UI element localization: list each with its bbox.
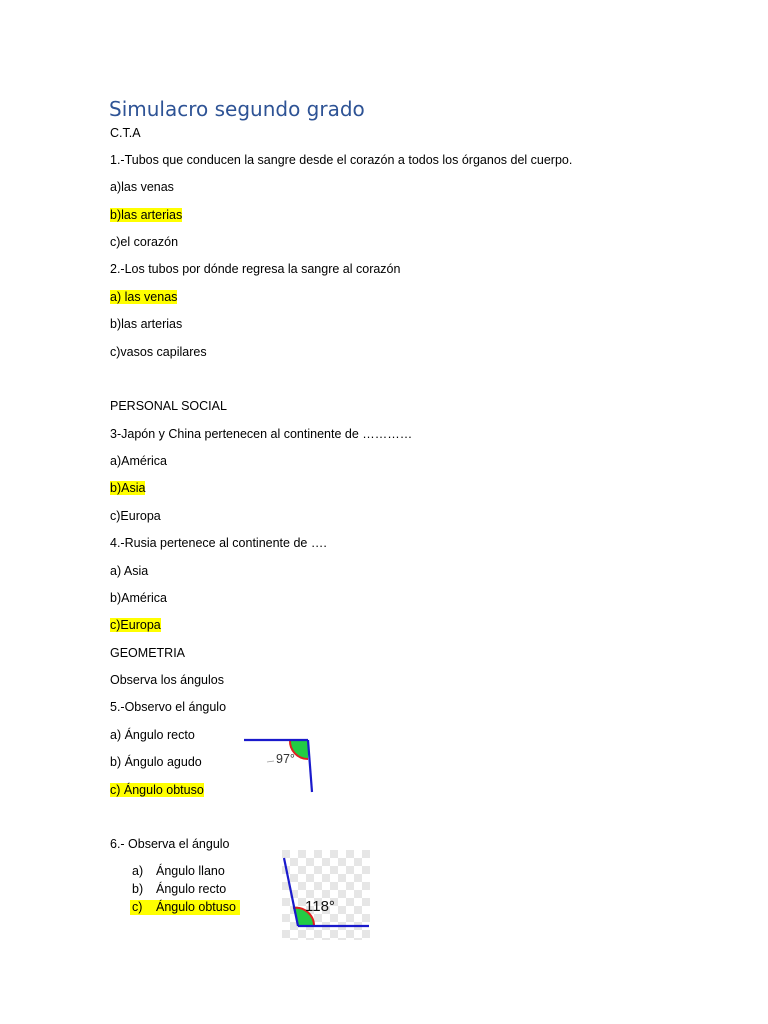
- q1-option-c: c)el corazón: [110, 235, 179, 249]
- q6-option-b-text: Ángulo recto: [156, 882, 227, 896]
- q2-option-a-answer: a) las venas: [110, 290, 178, 304]
- q6-option-b-marker: b): [132, 882, 144, 896]
- angle-118-figure: [282, 850, 370, 940]
- section-geometria: GEOMETRIA: [110, 646, 186, 660]
- q3-option-b-text: Asia: [121, 481, 146, 495]
- question-2: 2.-Los tubos por dónde regresa la sangre al corazón: [110, 262, 401, 276]
- document-title: Simulacro segundo grado: [109, 97, 365, 121]
- q1-option-a: a)las venas: [110, 180, 174, 194]
- angle-97-label: 97°: [276, 752, 295, 766]
- q6-option-a-text: Ángulo llano: [156, 864, 225, 878]
- q4-option-b: b)América: [110, 591, 167, 605]
- q3-option-a: a)América: [110, 454, 167, 468]
- q3-option-c: c)Europa: [110, 509, 161, 523]
- q5-option-a: a) Ángulo recto: [110, 728, 195, 742]
- q5-option-b: b) Ángulo agudo: [110, 755, 202, 769]
- q6-option-a-marker: a): [132, 864, 144, 878]
- question-1: 1.-Tubos que conducen la sangre desde el corazón a todos los órganos del cuerpo.: [110, 153, 573, 167]
- q2-option-b: b)las arterias: [110, 317, 183, 331]
- angle-118-label: 118°: [305, 898, 335, 915]
- q2-option-c: c)vasos capilares: [110, 345, 207, 359]
- q3-option-b-marker: b): [110, 481, 122, 495]
- q6-option-c-text: Ángulo obtuso: [156, 900, 236, 914]
- section-cta: C.T.A: [110, 126, 141, 140]
- q4-option-c-answer: c)Europa: [110, 618, 161, 632]
- observa-angulos: Observa los ángulos: [110, 673, 224, 687]
- angle-97-ray-vertical: [308, 740, 312, 792]
- question-6: 6.- Observa el ángulo: [110, 837, 230, 851]
- q4-option-a: a) Asia: [110, 564, 149, 578]
- question-5: 5.-Observo el ángulo: [110, 700, 227, 714]
- question-3: 3-Japón y China pertenecen al continente de …………: [110, 427, 413, 441]
- question-4: 4.-Rusia pertenece al continente de ….: [110, 536, 327, 550]
- angle-97-pointer: [267, 761, 274, 762]
- section-personal-social: PERSONAL SOCIAL: [110, 399, 227, 413]
- angle-97-figure: [240, 735, 320, 797]
- q5-option-c-answer: c) Ángulo obtuso: [110, 783, 204, 797]
- q3-option-b-answer: [110, 481, 145, 495]
- q1-option-b-answer: b)las arterias: [110, 208, 183, 222]
- q6-option-c-marker: c): [132, 900, 143, 914]
